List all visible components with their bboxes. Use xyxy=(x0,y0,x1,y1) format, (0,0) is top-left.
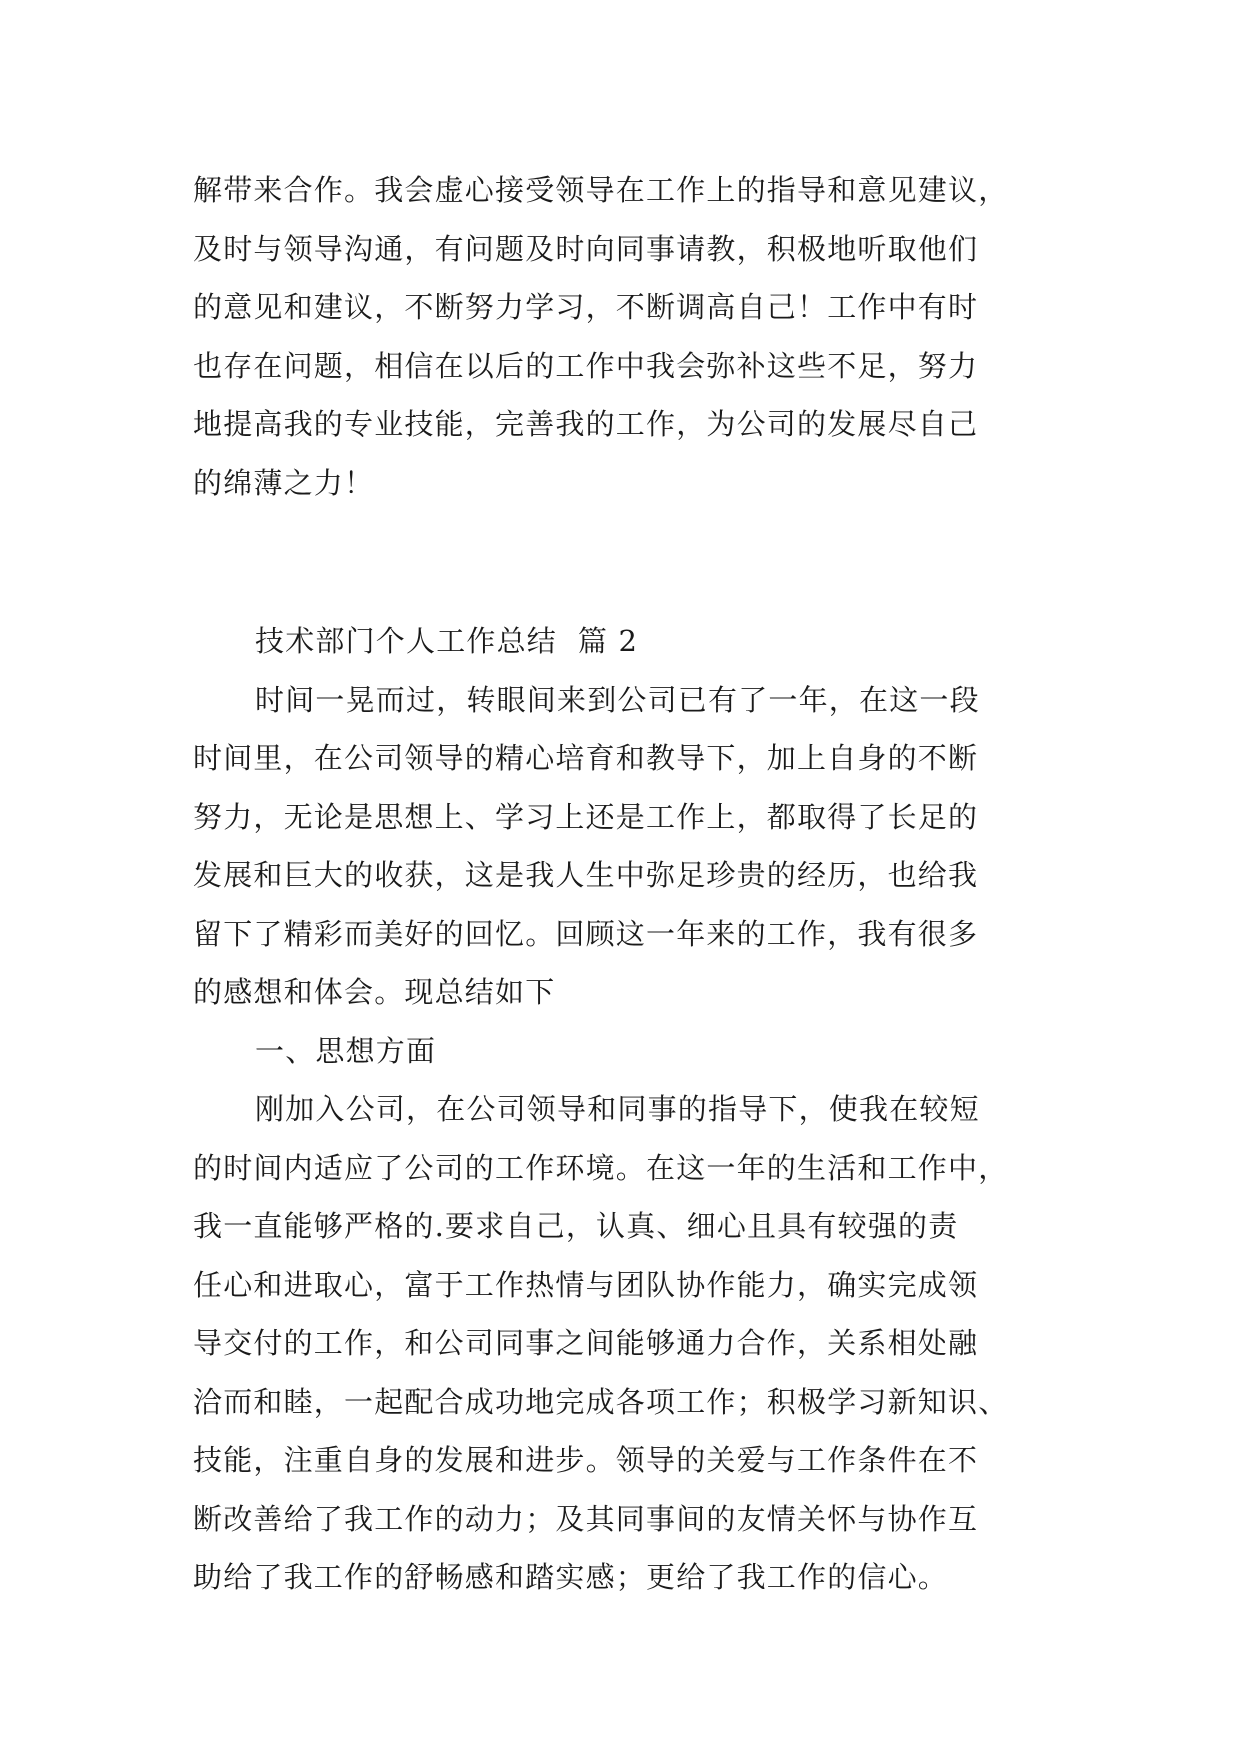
paragraph-line: 努力，无论是思想上、学习上还是工作上，都取得了长足的 xyxy=(193,799,979,834)
paragraph-line: 也存在问题，相信在以后的工作中我会弥补这些不足，努力 xyxy=(193,348,979,383)
paragraph-line: 发展和巨大的收获，这是我人生中弥足珍贵的经历，也给我 xyxy=(193,858,979,892)
paragraph-line: 的感想和体会。现总结如下 xyxy=(193,975,556,1009)
paragraph-line: 的绵薄之力！ xyxy=(193,465,375,500)
paragraph-line: 及时与领导沟通，有问题及时向同事请教，积极地听取他们 xyxy=(193,231,979,266)
paragraph-line: 断改善给了我工作的动力；及其同事间的友情关怀与协作互 xyxy=(193,1501,979,1536)
paragraph-line: 的意见和建议，不断努力学习，不断调高自己！工作中有时 xyxy=(193,290,979,324)
paragraph-line: 时间里，在公司领导的精心培育和教导下，加上自身的不断 xyxy=(193,741,979,775)
section-spacer xyxy=(193,512,1073,612)
paragraph-line: 留下了精彩而美好的回忆。回顾这一年来的工作，我有很多 xyxy=(193,916,979,951)
paragraph-line: 助给了我工作的舒畅感和踏实感；更给了我工作的信心。 xyxy=(193,1560,949,1594)
paragraph-line: 解带来合作。我会虚心接受领导在工作上的指导和意见建议， xyxy=(193,173,1009,207)
paragraph-line: 我一直能够严格的.要求自己，认真、细心且具有较强的责 xyxy=(193,1209,959,1243)
paragraph-line: 的时间内适应了公司的工作环境。在这一年的生活和工作中， xyxy=(193,1150,1009,1185)
paragraph-line: 洽而和睦，一起配合成功地完成各项工作；积极学习新知识、 xyxy=(193,1384,1009,1419)
paragraph-line: 地提高我的专业技能，完善我的工作，为公司的发展尽自己 xyxy=(193,407,979,441)
subheading: 一、思想方面 xyxy=(255,1033,437,1068)
document-body xyxy=(193,161,1073,1607)
section-title: 技术部门个人工作总结 篇 2 xyxy=(255,624,639,658)
continuation-paragraph xyxy=(193,161,1073,512)
paragraph-line: 任心和进取心，富于工作热情与团队协作能力，确实完成领 xyxy=(193,1267,979,1302)
paragraph-line: 技能，注重自身的发展和进步。领导的关爱与工作条件在不 xyxy=(193,1443,979,1477)
paragraph-line: 刚加入公司，在公司领导和同事的指导下，使我在较短 xyxy=(255,1092,980,1126)
paragraph-line: 时间一晃而过，转眼间来到公司已有了一年，在这一段 xyxy=(255,682,980,717)
paragraph-line: 导交付的工作，和公司同事之间能够通力合作，关系相处融 xyxy=(193,1326,979,1360)
intro-paragraph xyxy=(193,671,1073,1022)
thought-paragraph xyxy=(193,1080,1073,1607)
